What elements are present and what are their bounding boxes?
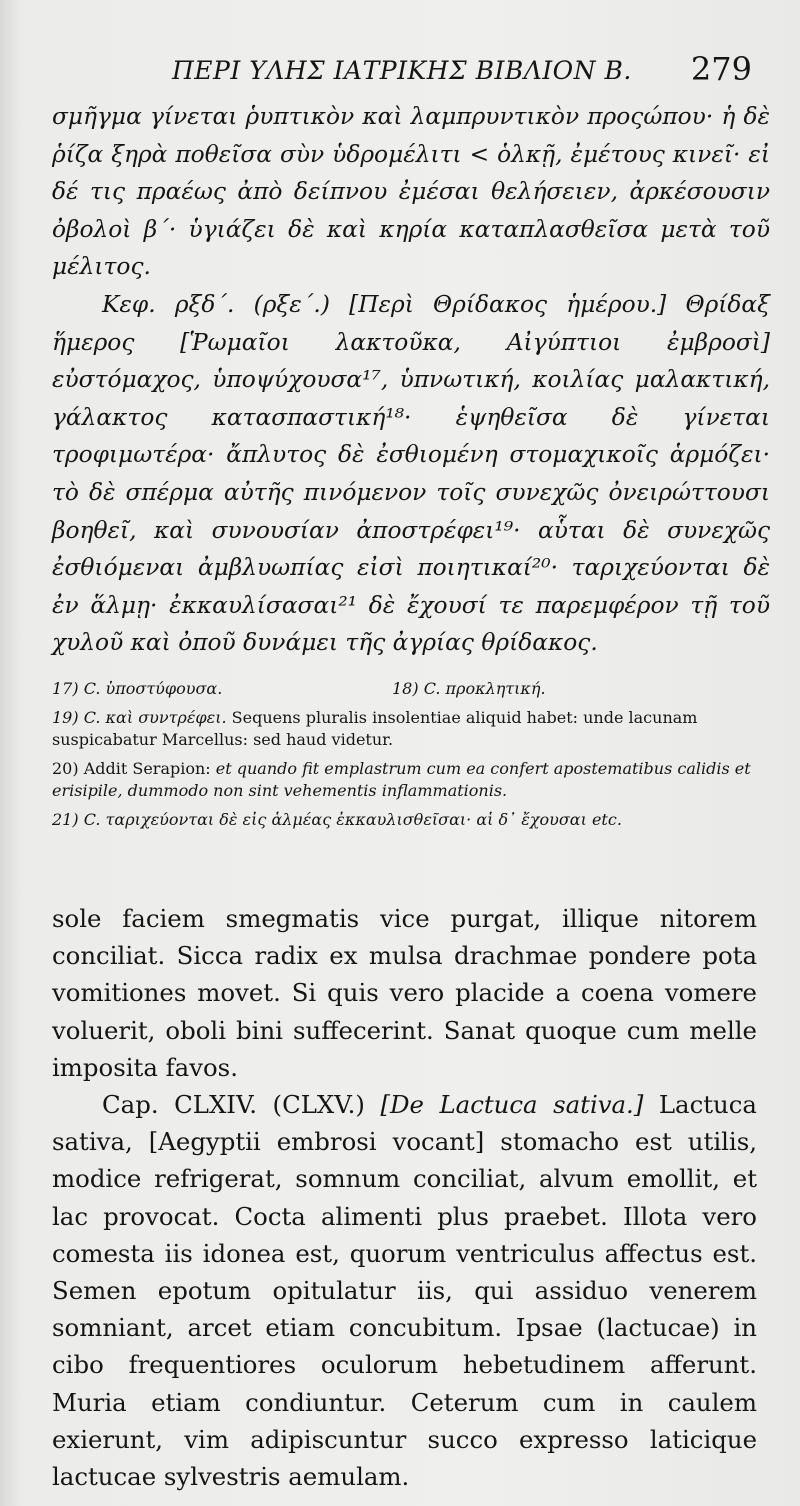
- running-title: ΠΕΡΙ ΥΛΗΣ ΙΑΤΡΙΚΗΣ ΒΙΒΛΙΟΝ Β.: [172, 56, 632, 85]
- latin-paragraph-continuation: sole faciem smegmatis vice purgat, illique nitorem conciliat. Sicca radix ex mulsa drachmae pondere pota vomitiones movet. Si quis vero placide a coena vomere voluerit, oboli bini suffecerint. Sanat quoque cum melle imposita favos.: [52, 904, 757, 1082]
- greek-paragraph-chapter: Κεφ. ρξδ΄. (ρξε΄.) [Περὶ Θρίδακος ἡμέρου.] Θρίδαξ ἥμερος [Ῥωμαῖοι λακτοῦκα, Αἰγύπτιοι ἐμβροσὶ] εὐστόμαχος, ὑποψύχουσα¹⁷, ὑπνωτική, κοιλίας μαλακτική, γάλακτος κατασπαστική¹⁸· ἑψηθεῖσα δὲ γίνεται τροφιμωτέρα· ἄπλυτος δὲ ἐσθιομένη στομαχικοῖς ἁρμόζει· τὸ δὲ σπέρμα αὐτῆς πινόμενον τοῖς συνεχῶς ὀνειρώττουσι βοηθεῖ, καὶ συνουσίαν ἀποστρέφει¹⁹· αὗται δὲ συνεχῶς ἐσθιόμεναι ἀμβλυωπίας εἰσὶ ποιητικαί²⁰· ταριχεύονται δὲ ἐν ἅλμῃ· ἐκκαυλίσασαι²¹ δὲ ἔχουσί τε παρεμφέρον τῇ τοῦ χυλοῦ καὶ ὀποῦ δυνάμει τῆς ἀγρίας θρίδακος.: [52, 290, 770, 657]
- footnote-18: [392, 678, 732, 701]
- footnote-text: 18) C. προκλητική.: [392, 679, 546, 698]
- latin-text-block: [52, 900, 757, 1495]
- chapter-body: Lactuca sativa, [Aegyptii embrosi vocant] stomacho est utilis, modice refrigerat, somnum conciliat, alvum emollit, et lac provocat. Cocta alimenti plus praebet. Illota vero comesta iis idonea est, quorum ventriculus affectus est. Semen epotum opitulatur iis, qui assiduo venerem somniant, arcet etiam concubitum. Ipsae (lactucae) in cibo frequentiores oculorum hebetudinem afferunt. Muria etiam condiuntur. Ceterum cum in caulem exierunt, vim adipiscuntur succo expresso laticique lactucae sylvestris aemulam.: [52, 1090, 757, 1492]
- footnote-latin-italic: et quando fit emplastrum cum ea confert apostematibus calidis et erisipile, dummodo non sint vehementis inflammationis.: [52, 758, 751, 800]
- greek-text-block: [52, 98, 770, 662]
- greek-paragraph-continuation: σμῆγμα γίνεται ῥυπτικὸν καὶ λαμπρυντικὸν προςώπου· ἡ δὲ ῥίζα ξηρὰ ποθεῖσα σὺν ὑδρομέλιτι < ὁλκῇ, ἐμέτους κινεῖ· εἰ δέ τις πραέως ἀπὸ δείπνου ἐμέσαι θελήσειεν, ἀρκέσουσιν ὀβολοὶ β΄· ὑγιάζει δὲ καὶ κηρία καταπλασθεῖσα μετὰ τοῦ μέλιτος.: [52, 103, 770, 281]
- footnote-latin: Sequens pluralis insolentiae aliquid habet: unde lacunam suspicabatur Marcellus: sed haud videtur.: [52, 707, 698, 749]
- footnotes: [52, 678, 770, 837]
- page-number: 279: [690, 50, 752, 88]
- footnote-19: [52, 707, 770, 752]
- footnote-greek: 21) C. ταριχεύονται δὲ εἰς ἁλμέας ἐκκαυλισθεῖσαι· αἱ δ᾽ ἔχουσαι etc.: [52, 809, 622, 829]
- footnote-text: 17) C. ὑποστύφουσα.: [52, 679, 223, 698]
- footnote-21: [52, 809, 770, 832]
- chapter-heading: Cap. CLXIV. (CLXV.): [102, 1090, 365, 1120]
- page-header: [60, 50, 760, 100]
- footnote-20: [52, 758, 770, 803]
- footnote-row: [52, 678, 770, 707]
- footnote-17: [52, 678, 392, 701]
- footnote-greek: 19) C. καὶ συντρέφει.: [52, 707, 227, 727]
- chapter-title: [De Lactuca sativa.]: [380, 1090, 644, 1120]
- latin-paragraph-chapter: [52, 1086, 757, 1495]
- footnote-lead: 20) Addit Serapion:: [52, 758, 211, 778]
